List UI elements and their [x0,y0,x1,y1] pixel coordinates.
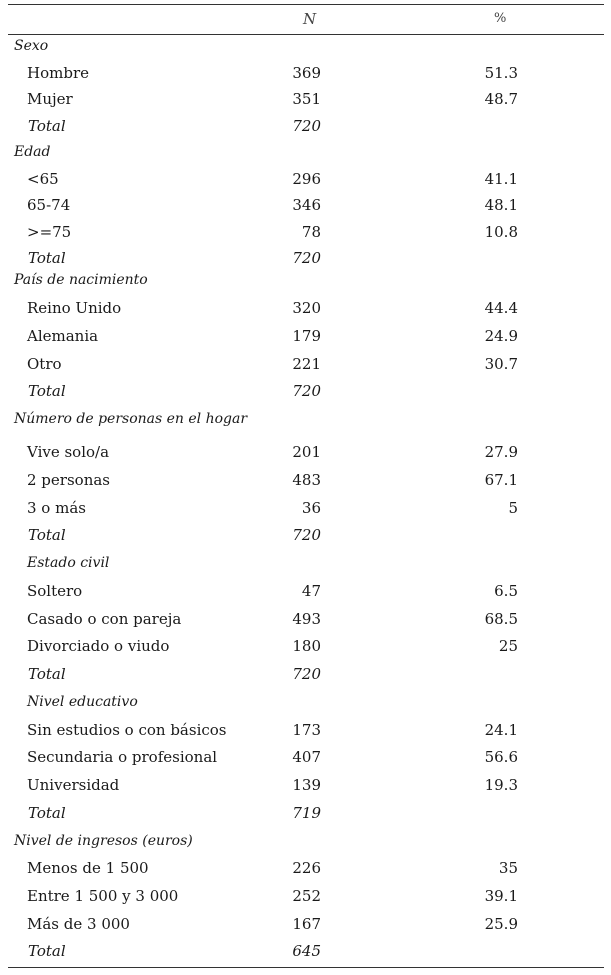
row-n: 36 [301,499,321,517]
row-n: 483 [292,471,321,489]
row-percent: 24.9 [484,327,518,345]
row-label: Mujer [27,90,73,108]
table-row [8,168,604,190]
total-label: Total [28,665,66,683]
table-row [8,62,604,84]
table-row [8,469,604,491]
row-n: 320 [292,299,321,317]
section-header-edad [8,141,604,163]
total-row [8,940,604,962]
row-n: 78 [301,223,321,241]
total-row [8,524,604,546]
row-label: <65 [27,170,59,188]
row-label: Casado o con pareja [27,610,182,628]
row-label: Reino Unido [27,299,122,317]
header-n: N [303,10,317,28]
section-header-personas-hogar [8,408,604,430]
section-header-pais [8,269,604,291]
total-n: 645 [292,942,321,960]
row-label: Hombre [27,64,89,82]
total-label: Total [28,804,66,822]
row-n: 493 [292,610,321,628]
section-header-nivel-educativo [8,691,604,713]
table-row [8,353,604,375]
total-label: Total [28,117,66,135]
row-label: Vive solo/a [27,443,110,461]
row-label: Entre 1 500 y 3 000 [27,887,179,905]
table-row [8,194,604,216]
total-n: 720 [292,249,321,267]
total-row [8,663,604,685]
table-row [8,885,604,907]
section-header-nivel-ingresos [8,830,604,852]
row-n: 221 [292,355,321,373]
row-n: 173 [292,721,321,739]
section-title: Nivel de ingresos (euros) [14,833,193,849]
row-n: 407 [292,748,321,766]
table-row [8,913,604,935]
row-label: 65-74 [27,196,71,214]
table-row [8,297,604,319]
row-label: Secundaria o profesional [27,748,218,766]
total-row [8,802,604,824]
table-row [8,325,604,347]
total-n: 720 [292,526,321,544]
row-label: Otro [27,355,62,373]
header-percent: % [494,11,507,26]
row-percent: 56.6 [484,748,518,766]
section-title: Número de personas en el hogar [14,411,248,427]
section-header-estado-civil [8,552,604,574]
row-label: >=75 [27,223,72,241]
row-label: Universidad [27,776,120,794]
total-label: Total [28,382,66,400]
row-label: 3 o más [27,499,86,517]
row-label: Menos de 1 500 [27,859,149,877]
row-percent: 24.1 [484,721,518,739]
total-row [8,380,604,402]
row-label: Alemania [27,327,99,345]
section-title: Estado civil [27,555,110,571]
section-title: Edad [14,144,51,160]
total-n: 720 [292,665,321,683]
total-row [8,247,604,269]
row-percent: 48.1 [484,196,518,214]
row-percent: 35 [498,859,518,877]
table-row [8,774,604,796]
total-n: 720 [292,382,321,400]
row-percent: 39.1 [484,887,518,905]
row-percent: 51.3 [484,64,518,82]
row-percent: 19.3 [484,776,518,794]
row-percent: 67.1 [484,471,518,489]
row-percent: 30.7 [484,355,518,373]
row-n: 252 [292,887,321,905]
row-label: Sin estudios o con básicos [27,721,227,739]
row-percent: 6.5 [494,582,518,600]
row-percent: 44.4 [484,299,518,317]
row-n: 346 [292,196,321,214]
total-n: 719 [292,804,321,822]
table-row [8,608,604,630]
row-n: 180 [292,637,321,655]
row-n: 47 [301,582,321,600]
table-row [8,221,604,243]
table-row [8,497,604,519]
row-n: 139 [292,776,321,794]
table-row [8,580,604,602]
row-n: 201 [292,443,321,461]
total-n: 720 [292,117,321,135]
row-label: Divorciado o viudo [27,637,170,655]
total-label: Total [28,526,66,544]
row-n: 167 [292,915,321,933]
table-row [8,441,604,463]
row-n: 226 [292,859,321,877]
row-percent: 68.5 [484,610,518,628]
row-percent: 25.9 [484,915,518,933]
row-percent: 25 [498,637,518,655]
table-row [8,88,604,110]
section-header-sexo [8,35,604,57]
total-row [8,115,604,137]
row-percent: 10.8 [484,223,518,241]
row-percent: 48.7 [484,90,518,108]
total-label: Total [28,942,66,960]
row-n: 179 [292,327,321,345]
row-label: Más de 3 000 [27,915,130,933]
table-row [8,635,604,657]
table-row [8,857,604,879]
row-percent: 41.1 [484,170,518,188]
total-label: Total [28,249,66,267]
row-label: 2 personas [27,471,110,489]
table-top-rule [8,4,604,5]
row-n: 296 [292,170,321,188]
section-title: Sexo [14,38,49,54]
row-percent: 5 [508,499,518,517]
table-row [8,719,604,741]
row-n: 369 [292,64,321,82]
table-row [8,746,604,768]
table-bottom-rule [8,967,604,968]
row-label: Soltero [27,582,83,600]
row-percent: 27.9 [484,443,518,461]
section-title: País de nacimiento [14,272,148,288]
section-title: Nivel educativo [27,694,138,710]
row-n: 351 [292,90,321,108]
